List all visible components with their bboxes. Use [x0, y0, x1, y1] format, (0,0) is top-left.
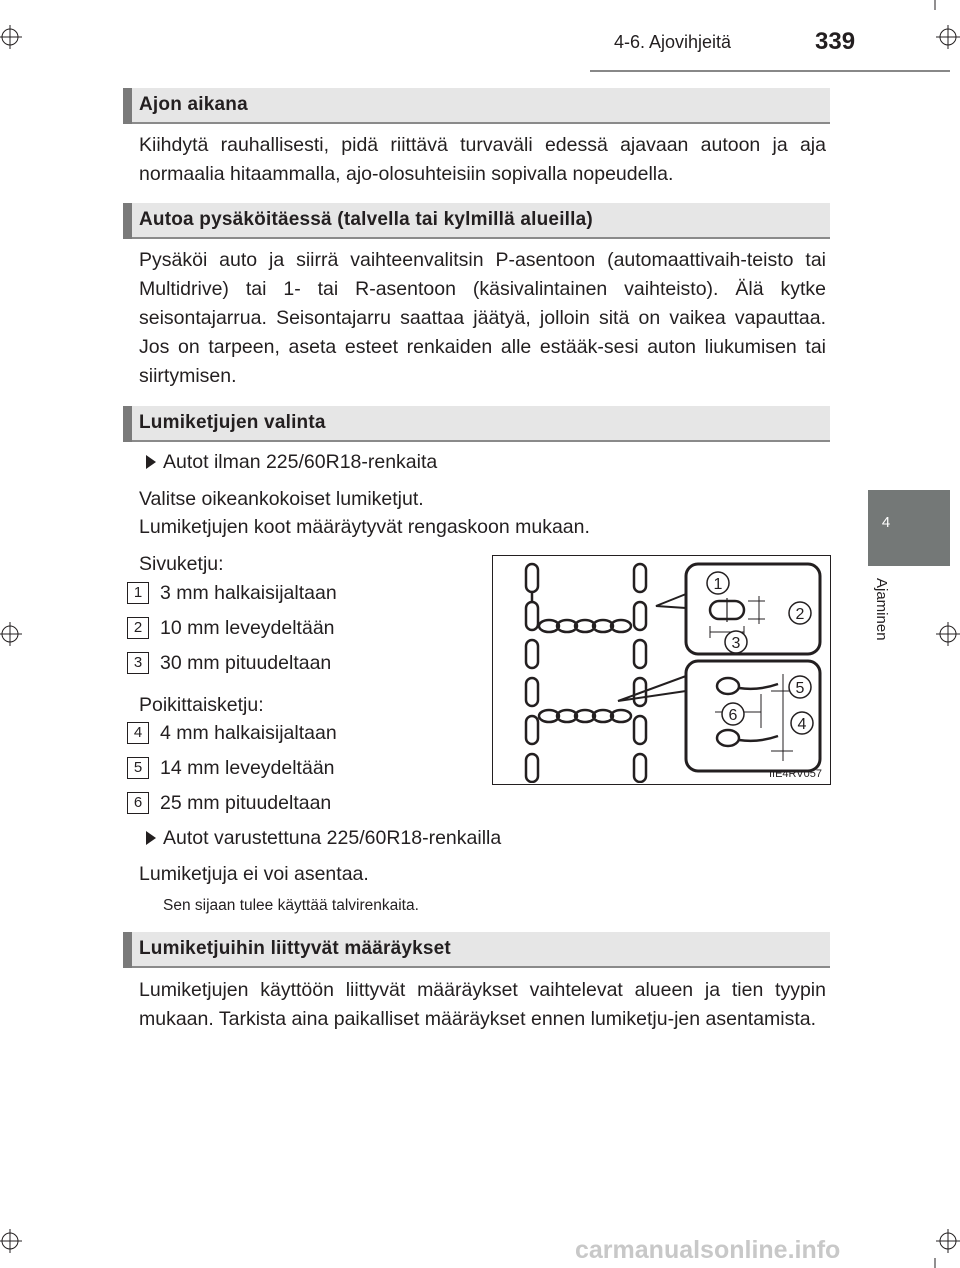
section-heading: [123, 203, 830, 239]
section-title: 4-6. Ajovihjeitä: [614, 32, 732, 52]
right-side-chain: [634, 564, 646, 782]
bullet-triangle-icon: [146, 455, 156, 469]
bullet-triangle-icon: [146, 831, 156, 845]
section-heading: [123, 406, 830, 442]
bullet-text: Autot ilman 225/60R18-renkaita: [163, 451, 438, 473]
figure-callout: 4: [797, 716, 807, 733]
cross-chain-lower: [539, 710, 631, 722]
bullet-text: Autot varustettuna 225/60R18-renkailla: [163, 827, 502, 849]
snow-chain-figure: [492, 555, 831, 785]
figure-callout: 5: [795, 680, 805, 697]
text-line: Lumiketjujen koot määräytyvät rengaskoon mukaan.: [139, 516, 590, 538]
cross-chain-upper: [539, 620, 631, 632]
callout-number: 5: [127, 757, 149, 779]
callout-number: 4: [127, 722, 149, 744]
label-cross-chain: Poikittaisketju:: [139, 694, 264, 716]
text-line: Lumiketjuja ei voi asentaa.: [139, 863, 369, 885]
callout-number: 2: [127, 617, 149, 639]
heading-text: Autoa pysäköitäessä (talvella tai kylmillä alueilla): [139, 209, 593, 230]
spec-item: 25 mm pituudeltaan: [160, 792, 332, 814]
callout-number: 1: [127, 582, 149, 604]
chain-illustration: [493, 556, 829, 783]
paragraph: Kiihdytä rauhallisesti, pidä riittävä turvaväli edessä ajavaan autoon ja aja normaalia hitaammalla, ajo-olosuhteisiin sopivalla nopeudella.: [139, 134, 826, 185]
page-number: 339: [815, 28, 856, 55]
watermark: carmanualsonline.info: [575, 1236, 841, 1264]
callout-number: 3: [127, 652, 149, 674]
chapter-number: 4: [881, 514, 891, 531]
section-heading: [123, 88, 830, 124]
callout-number: 6: [127, 792, 149, 814]
paragraph: Lumiketjujen käyttöön liittyvät määräykset vaihtelevat alueen ja tien tyypin mukaan. Tarkista aina paikalliset määräykset ennen lumiketju-jen asentamista.: [139, 979, 826, 1030]
figure-callout: 2: [795, 606, 805, 623]
spec-item: 14 mm leveydeltään: [160, 757, 335, 779]
text-line: Valitse oikeankokoiset lumiketjut.: [139, 488, 424, 510]
heading-text: Lumiketjuihin liittyvät määräykset: [139, 938, 451, 959]
spec-item: 4 mm halkaisijaltaan: [160, 722, 337, 744]
spec-item: 3 mm halkaisijaltaan: [160, 582, 337, 604]
chapter-tab: [868, 490, 950, 566]
figure-callout: 3: [731, 635, 741, 652]
running-head: [0, 22, 960, 72]
section-heading: [123, 932, 830, 968]
label-side-chain: Sivuketju:: [139, 553, 224, 575]
spec-item: 30 mm pituudeltaan: [160, 652, 332, 674]
heading-text: Ajon aikana: [139, 94, 248, 115]
left-side-chain: [526, 564, 538, 782]
paragraph: Pysäköi auto ja siirrä vaihteenvalitsin P-asentoon (automaattivaih-teisto tai Multidrive) tai 1- tai R-asentoon (käsivalintainen vaihteisto). Älä kytke seisontajarrua. Seisontajarru saattaa jäätyä, jolloin sitä on vaikea vapauttaa. Jos on tarpeen, aseta esteet renkaiden alle estääk-sesi auton liukumisen tai siirtymisen.: [139, 249, 826, 387]
note-text: Sen sijaan tulee käyttää talvirenkaita.: [163, 897, 419, 914]
heading-text: Lumiketjujen valinta: [139, 412, 326, 433]
figure-code: IIE4RV057: [768, 768, 822, 780]
figure-callout: 1: [713, 576, 723, 593]
figure-callout: 6: [728, 707, 738, 724]
spec-item: 10 mm leveydeltään: [160, 617, 335, 639]
header-rule: [590, 70, 950, 72]
chapter-label: Ajaminen: [873, 578, 890, 641]
